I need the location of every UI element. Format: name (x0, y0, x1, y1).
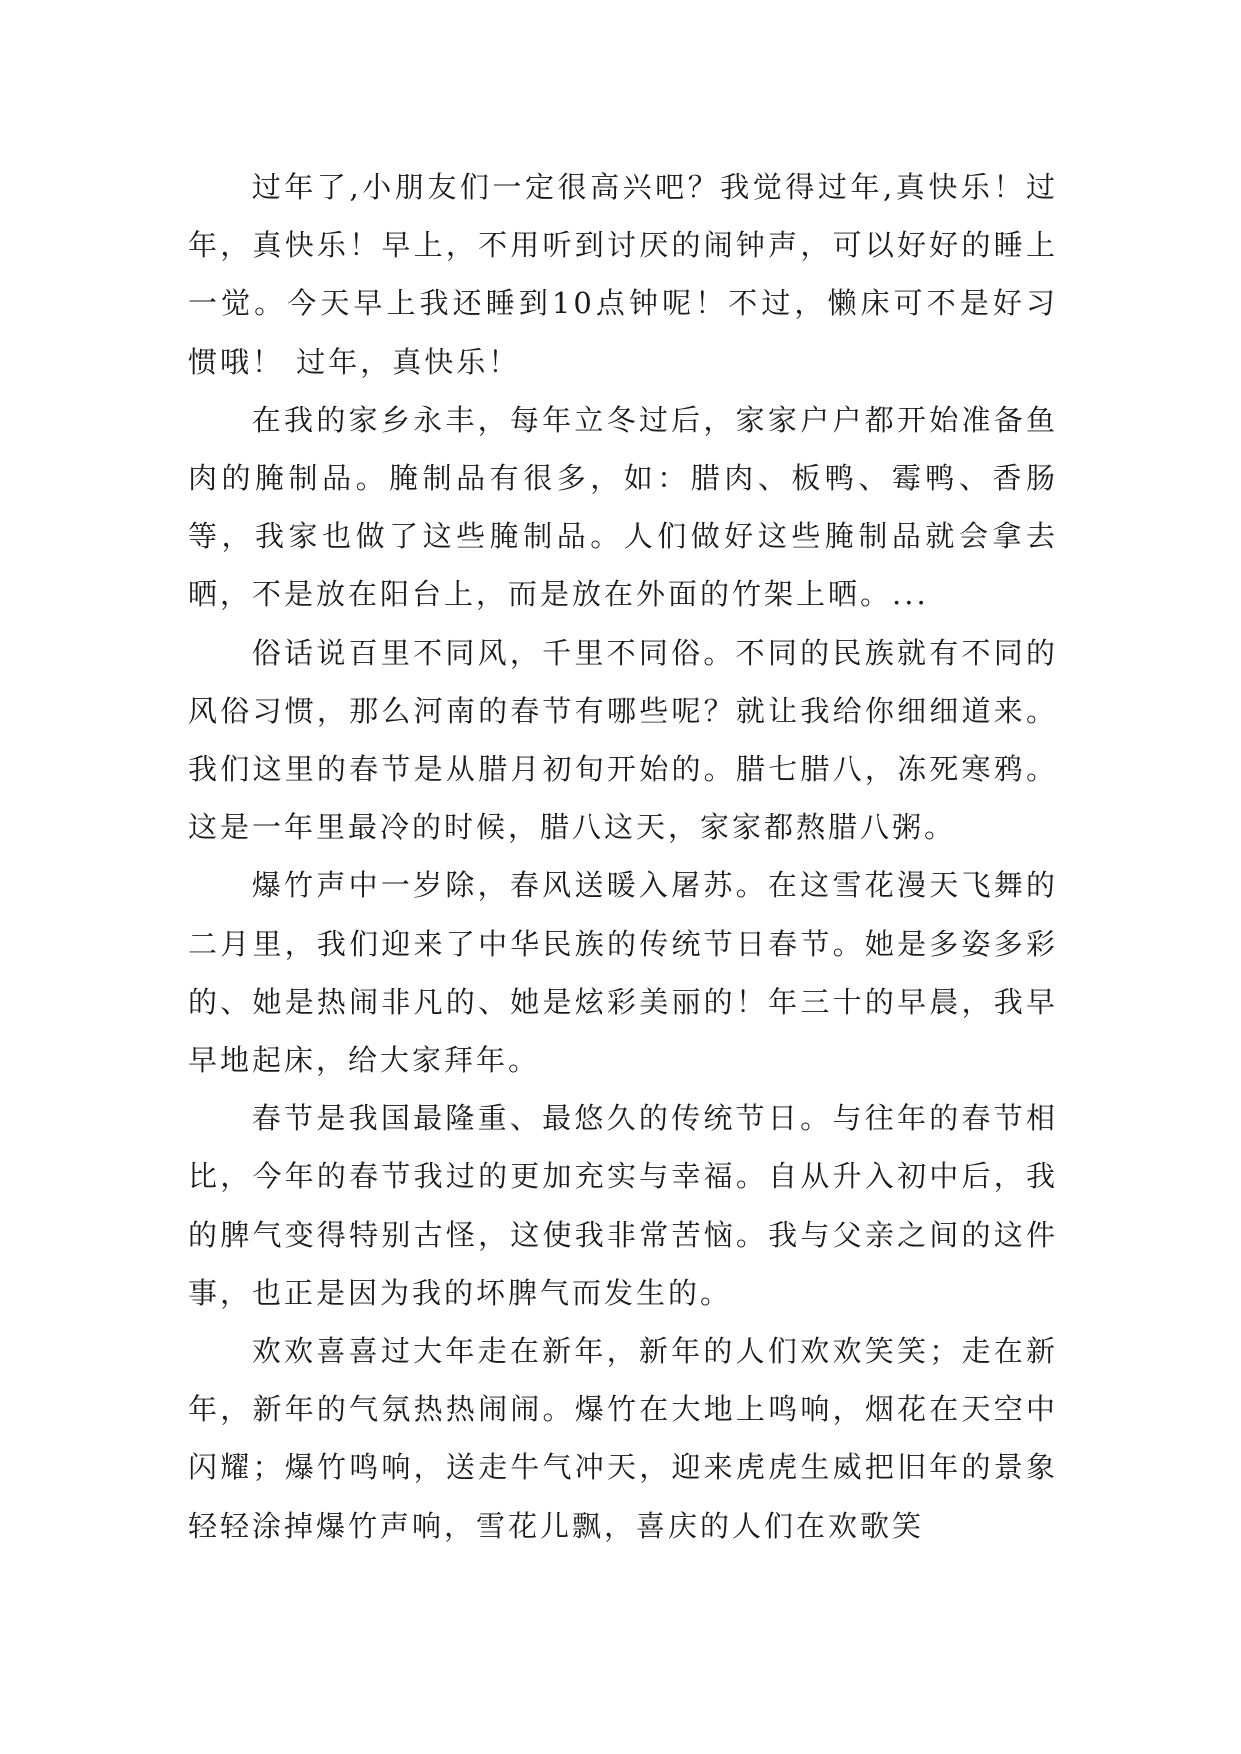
paragraph-6: 欢欢喜喜过大年走在新年，新年的人们欢欢笑笑；走在新年，新年的气氛热热闹闹。爆竹在大地上鸣响，烟花在天空中闪耀；爆竹鸣响，送走牛气冲天，迎来虎虎生威把旧年的景象轻轻涂掉爆竹声响，雪花儿飘，喜庆的人们在欢歌笑 (188, 1334, 1058, 1543)
paragraph-2: 在我的家乡永丰，每年立冬过后，家家户户都开始准备鱼肉的腌制品。腌制品有很多，如：腊肉、板鸭、霉鸭、香肠等，我家也做了这些腌制品。人们做好这些腌制品就会拿去晒，不是放在阳台上，而是放在外面的竹架上晒。... (188, 402, 1058, 612)
paragraph-1: 过年了,小朋友们一定很高兴吧？我觉得过年,真快乐！过年，真快乐！早上，不用听到讨厌的闹钟声，可以好好的睡上一觉。今天早上我还睡到10点钟呢！不过，懒床可不是好习惯哦！ 过年，真快乐！ (188, 170, 1058, 379)
paragraph-3: 俗话说百里不同风，千里不同俗。不同的民族就有不同的风俗习惯，那么河南的春节有哪些呢？就让我给你细细道来。我们这里的春节是从腊月初旬开始的。腊七腊八，冻死寒鸦。这是一年里最冷的时候，腊八这天，家家都熬腊八粥。 (188, 635, 1058, 845)
document-body (188, 158, 1058, 1555)
paragraph-5: 春节是我国最隆重、最悠久的传统节日。与往年的春节相比，今年的春节我过的更加充实与幸福。自从升入初中后，我的脾气变得特别古怪，这使我非常苦恼。我与父亲之间的这件事，也正是因为我的坏脾气而发生的。 (188, 1101, 1058, 1310)
paragraph-4: 爆竹声中一岁除，春风送暖入屠苏。在这雪花漫天飞舞的二月里，我们迎来了中华民族的传统节日春节。她是多姿多彩的、她是热闹非凡的、她是炫彩美丽的！年三十的早晨，我早早地起床，给大家拜年。 (188, 868, 1058, 1078)
